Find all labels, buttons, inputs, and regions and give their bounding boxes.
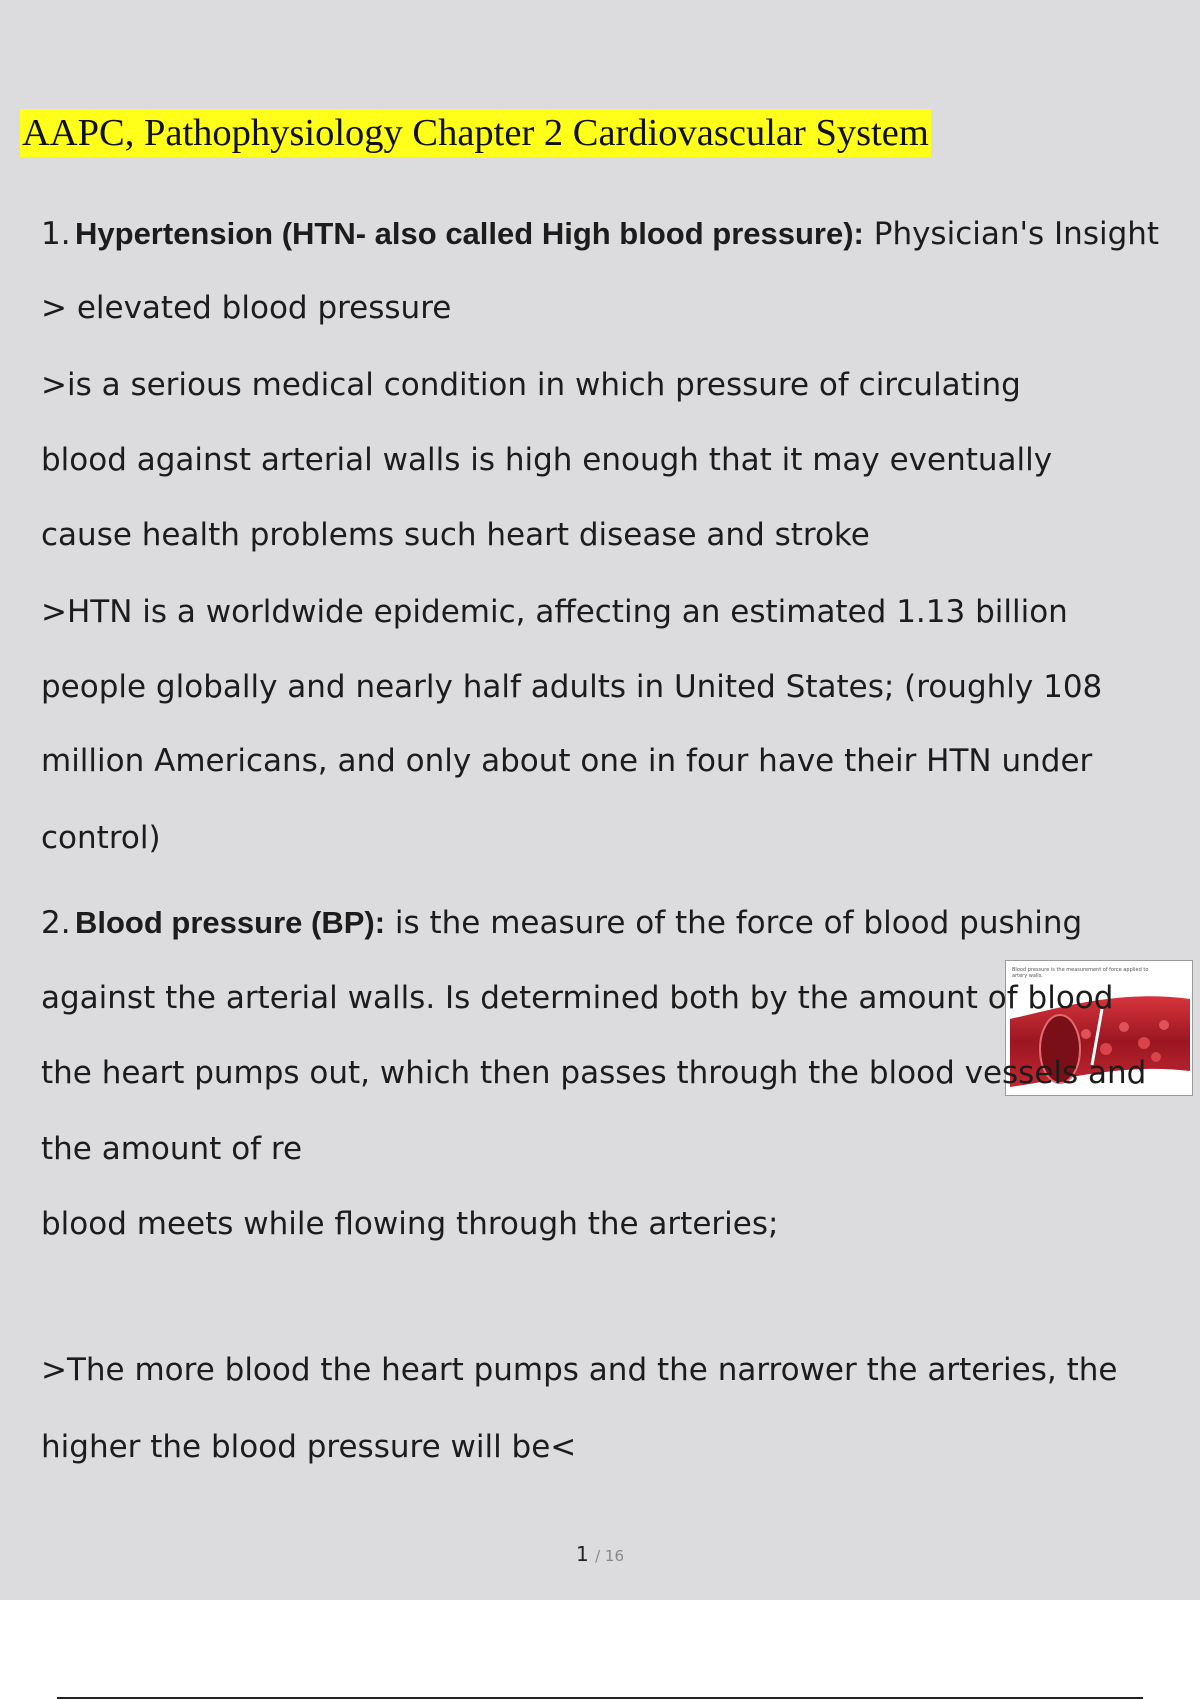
text-line: >is a serious medical condition in which pressure of circulating	[41, 367, 1021, 403]
text-line: blood against arterial walls is high enough that it may eventually	[41, 442, 1053, 478]
text-line: the heart pumps out, which then passes through the blood vessels and	[41, 1055, 1147, 1091]
text-line: blood meets while flowing through the arteries;	[41, 1206, 779, 1242]
text-line: cause health problems such heart disease and stroke	[41, 517, 870, 553]
next-page-divider	[57, 1697, 1143, 1699]
text-line: >The more blood the heart pumps and the narrower the arteries, the	[41, 1352, 1118, 1388]
figure-caption: Blood pressure is the measurement of force applied to artery walls.	[1012, 967, 1149, 979]
text-line: >HTN is a worldwide epidemic, affecting an estimated 1.13 billion	[41, 594, 1068, 630]
list-item-hypertension	[41, 214, 1159, 254]
text-line: people globally and nearly half adults in United States; (roughly 108	[41, 669, 1103, 705]
text-line: higher the blood pressure will be<	[41, 1429, 577, 1465]
total-pages: / 16	[595, 1547, 624, 1565]
item-text: Physician's Insight	[863, 216, 1160, 252]
document-title: AAPC, Pathophysiology Chapter 2 Cardiovascular System	[20, 109, 931, 157]
text-line: against the arterial walls. Is determined both by the amount of blood	[41, 980, 1114, 1016]
item-term: Hypertension (HTN- also called High blood pressure):	[75, 216, 864, 251]
item-term: Blood pressure (BP):	[75, 905, 386, 940]
list-item-blood-pressure	[41, 903, 1082, 943]
text-line: control)	[41, 820, 161, 856]
item-text: is the measure of the force of blood pushing	[385, 905, 1083, 941]
text-line: the amount of re	[41, 1131, 303, 1167]
text-line: million Americans, and only about one in four have their HTN under	[41, 743, 1093, 779]
item-number: 1.	[41, 216, 71, 252]
current-page: 1	[575, 1542, 589, 1566]
page-counter	[0, 1542, 1200, 1566]
item-number: 2.	[41, 905, 71, 941]
text-line: > elevated blood pressure	[41, 290, 452, 326]
